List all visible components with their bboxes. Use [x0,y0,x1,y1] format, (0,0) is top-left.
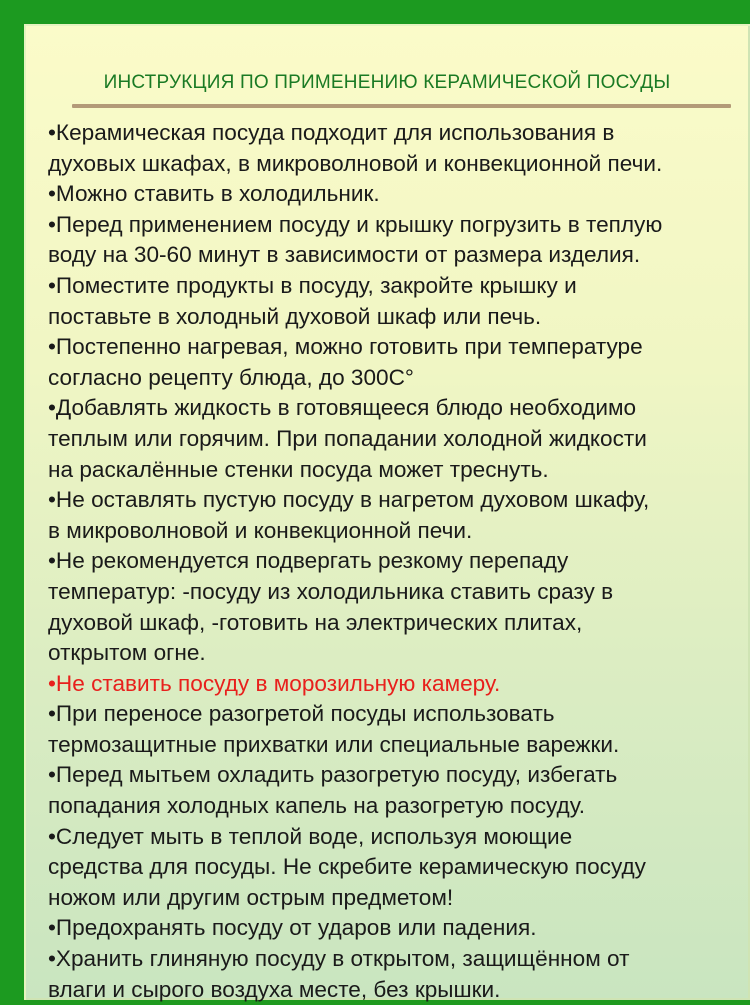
item-line: •Хранить глиняную посуду в открытом, защищённом от [48,946,630,972]
item-line: влаги и сырого воздуха месте, без крышки. [48,976,501,1002]
list-item [48,913,750,944]
instruction-list [48,118,750,1005]
list-item [48,210,750,271]
list-item [48,944,750,1005]
list-item [48,393,750,485]
list-item [48,485,750,546]
item-line: •Добавлять жидкость в готовящееся блюдо необходимо [48,395,637,421]
item-line: •Не ставить посуду в морозильную камеру. [48,670,501,696]
item-line: термозащитные прихватки или специальные варежки. [48,731,620,757]
item-line: •Не рекомендуется подвергать резкому перепаду [48,548,569,574]
list-item [48,118,750,179]
item-line: •При переносе разогретой посуды использовать [48,701,555,727]
item-line: согласно рецепту блюда, до 300С° [48,364,414,390]
item-line: духовой шкаф, -готовить на электрических плитах, [48,609,583,635]
item-line: поставьте в холодный духовой шкаф или печь. [48,303,542,329]
list-item [48,546,750,668]
list-item [48,179,750,210]
warning-list-item [48,669,750,700]
item-line: в микроволновой и конвекционной печи. [48,517,473,543]
title-divider [72,104,731,108]
list-item [48,760,750,821]
item-line: воду на 30-60 минут в зависимости от размера изделия. [48,242,641,268]
item-line: на раскалённые стенки посуда может треснуть. [48,456,549,482]
item-line: •Не оставлять пустую посуду в нагретом духовом шкафу, [48,487,650,513]
item-line: •Можно ставить в холодильник. [48,181,380,207]
item-line: попадания холодных капель на разогретую посуду. [48,793,586,819]
item-line: •Постепенно нагревая, можно готовить при температуре [48,334,643,360]
list-item [48,271,750,332]
item-line: •Перед мытьем охладить разогретую посуду, избегать [48,762,618,788]
list-item [48,822,750,914]
list-item [48,332,750,393]
item-line: ножом или другим острым предметом! [48,884,454,910]
item-line: теплым или горячим. При попадании холодной жидкости [48,425,647,451]
list-item [48,699,750,760]
page-title: ИНСТРУКЦИЯ ПО ПРИМЕНЕНИЮ КЕРАМИЧЕСКОЙ ПОСУДЫ [103,72,671,93]
item-line: •Поместите продукты в посуду, закройте крышку и [48,272,577,298]
item-line: •Предохранять посуду от ударов или падения. [48,915,537,941]
item-line: •Керамическая посуда подходит для использования в [48,120,615,145]
instruction-card [24,24,750,1000]
item-line: •Перед применением посуду и крышку погрузить в теплую [48,211,663,237]
item-line: духовых шкафах, в микроволновой и конвекционной печи. [48,150,663,176]
item-line: температур: -посуду из холодильника ставить сразу в [48,578,614,604]
item-line: открытом огне. [48,640,206,666]
item-line: средства для посуды. Не скребите керамическую посуду [48,854,646,880]
item-line: •Следует мыть в теплой воде, используя моющие [48,823,573,849]
